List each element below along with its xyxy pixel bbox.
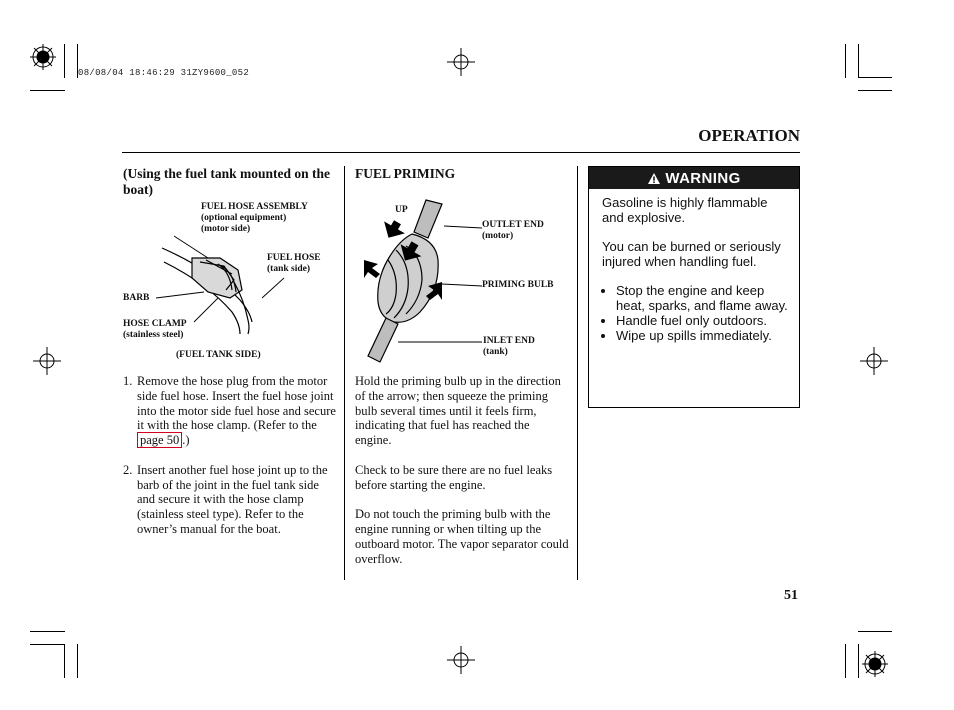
registration-sunburst-icon <box>862 651 888 677</box>
crosshair-icon <box>447 48 475 76</box>
warning-header <box>589 167 799 189</box>
label-inlet-end: INLET END (tank) <box>483 336 535 357</box>
left-heading: (Using the fuel tank mounted on the boat) <box>123 166 331 197</box>
label-outlet-end: OUTLET END (motor) <box>482 220 544 241</box>
print-stamp: 08/08/04 18:46:29 31ZY9600_052 <box>78 68 250 78</box>
crosshair-icon <box>33 347 61 375</box>
crosshair-icon <box>860 347 888 375</box>
label-fuel-hose: FUEL HOSE (tank side) <box>267 253 321 274</box>
instruction-steps <box>123 374 337 537</box>
header-rule <box>122 152 800 153</box>
label-barb: BARB <box>123 293 150 303</box>
warning-text-2: You can be burned or seriously injured when handling fuel. <box>602 239 781 269</box>
column-divider <box>344 166 345 580</box>
page-number: 51 <box>784 588 798 603</box>
page-50-link[interactable]: page 50 <box>137 432 182 448</box>
label-fuel-hose-assembly: FUEL HOSE ASSEMBLY (optional equipment) (motor side) <box>201 202 308 234</box>
label-up: UP <box>395 205 408 215</box>
label-fuel-tank-side: (FUEL TANK SIDE) <box>176 350 261 360</box>
fuel-priming-heading: FUEL PRIMING <box>355 166 456 181</box>
label-priming-bulb: PRIMING BULB <box>482 280 554 290</box>
priming-instructions: Hold the priming bulb up in the direction of the arrow; then squeeze the priming bulb several times until it feels firm, indicating that fuel has reached the engine. Check to be sure there are no fuel leaks before starting the engine. Do not touch the priming bulb with the engine running or when tilting up the outboard motor. The vapor separator could overflow. <box>355 374 569 566</box>
list-item: 2. Insert another fuel hose joint up to the barb of the joint in the fuel tank side and secure it with the hose clamp (stainless steel type). Refer to the owner’s manual for the boat. <box>123 462 328 536</box>
label-hose-clamp: HOSE CLAMP (stainless steel) <box>123 319 187 340</box>
warning-text-1: Gasoline is highly flammable and explosive. <box>602 195 768 225</box>
warning-box <box>588 166 800 408</box>
column-divider <box>577 166 578 580</box>
registration-sunburst-icon <box>30 44 56 70</box>
list-item: • Wipe up spills immediately. <box>616 328 789 343</box>
warning-list <box>602 283 789 343</box>
list-item: 1. Remove the hose plug from the motor side fuel hose. Insert the fuel hose joint into the motor side fuel hose and secure it with the hose clamp. (Refer to the page 50 .) <box>123 374 336 448</box>
list-item: • Handle fuel only outdoors. <box>616 313 789 328</box>
warning-title: WARNING <box>665 169 741 187</box>
list-item: • Stop the engine and keep heat, sparks, and flame away. <box>616 283 789 313</box>
warning-triangle-icon <box>647 172 661 185</box>
section-title: OPERATION <box>698 126 800 145</box>
crosshair-icon <box>447 646 475 674</box>
